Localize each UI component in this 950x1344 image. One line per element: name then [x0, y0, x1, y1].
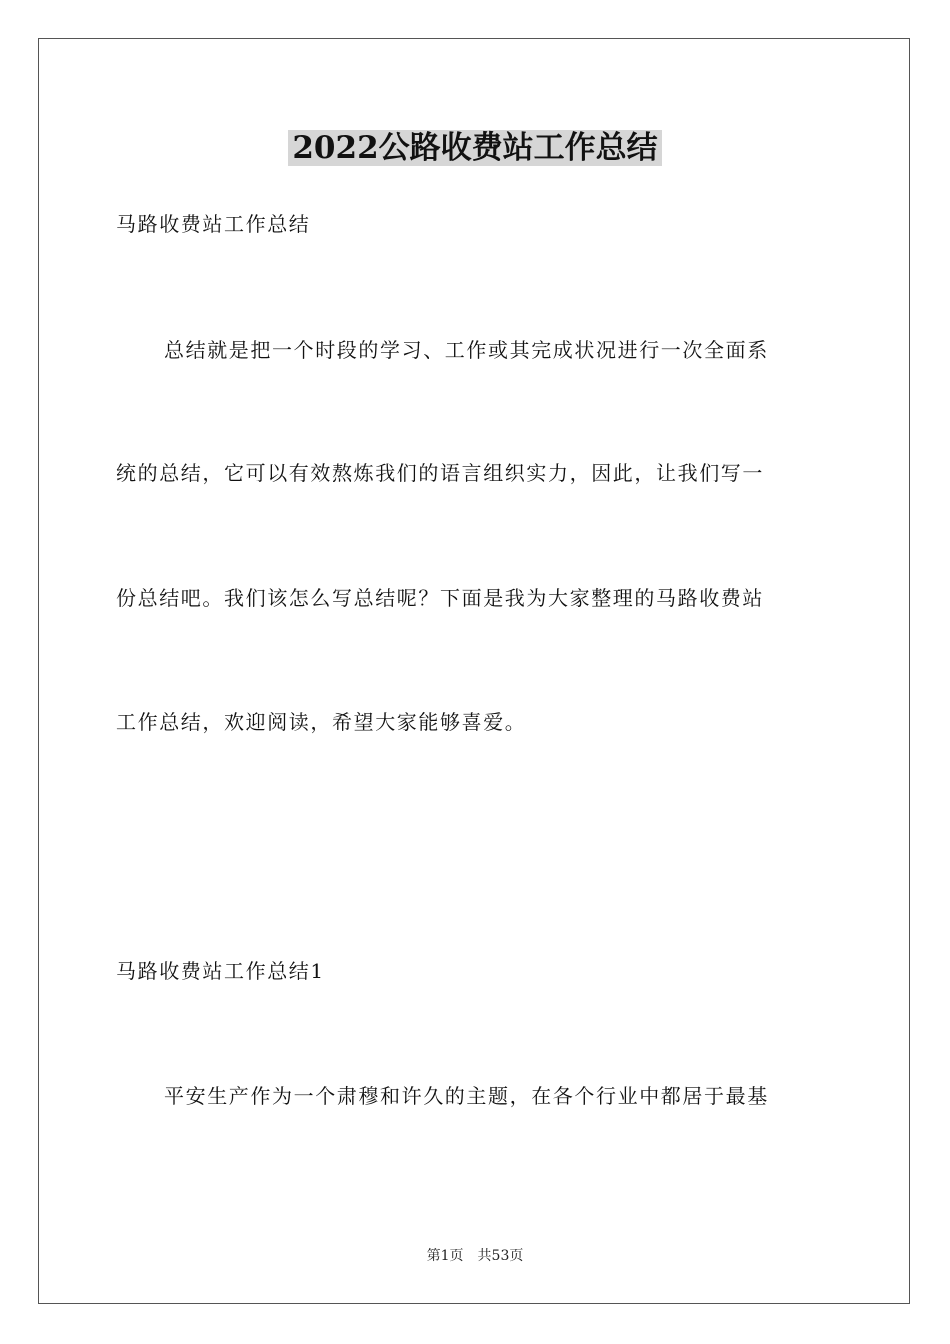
document-title-text: 2022公路收费站工作总结: [288, 130, 661, 166]
document-title: [0, 126, 950, 170]
paragraph-line: 份总结吧。我们该怎么写总结呢？下面是我为大家整理的马路收费站: [116, 586, 764, 610]
page-number: 第1页: [426, 1248, 464, 1264]
document-subtitle: 马路收费站工作总结: [116, 212, 311, 236]
page-footer: [0, 1246, 950, 1266]
section-heading: 马路收费站工作总结1: [116, 959, 325, 983]
paragraph-line: 总结就是把一个时段的学习、工作或其完成状况进行一次全面系: [164, 338, 769, 362]
paragraph-line: 工作总结，欢迎阅读，希望大家能够喜爱。: [116, 710, 527, 734]
paragraph-line: 平安生产作为一个肃穆和许久的主题，在各个行业中都居于最基: [164, 1084, 769, 1108]
page-total: 共53页: [477, 1248, 524, 1264]
paragraph-line: 统的总结，它可以有效熬炼我们的语言组织实力，因此，让我们写一: [116, 461, 764, 485]
